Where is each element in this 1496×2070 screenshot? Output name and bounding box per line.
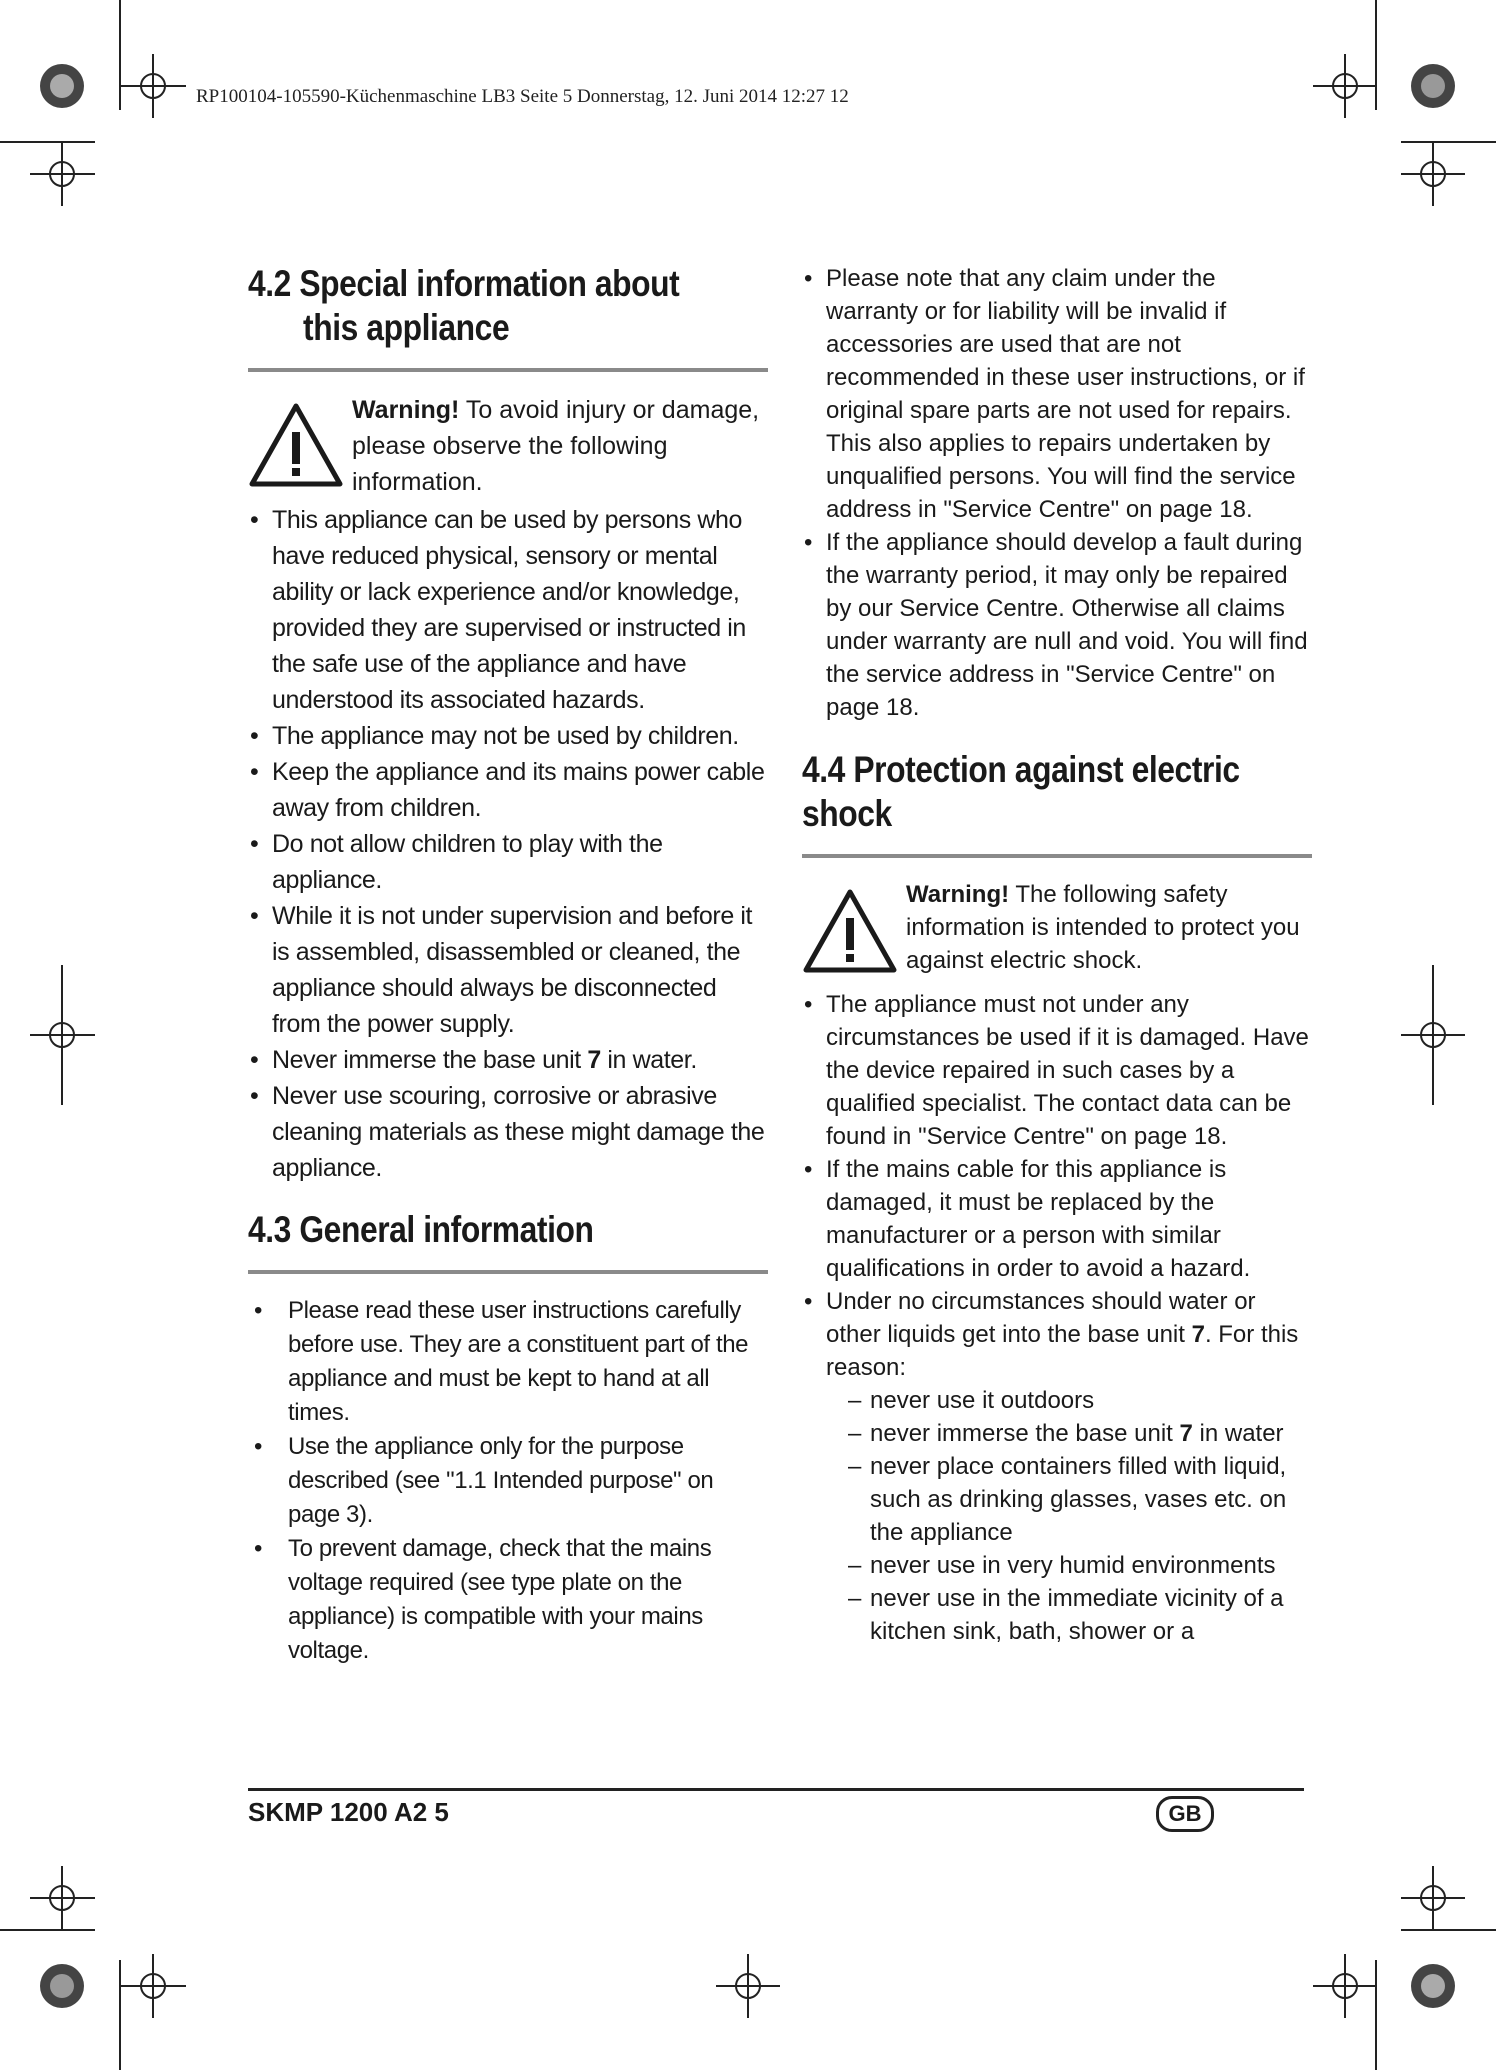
warranty-list [802, 262, 1312, 724]
list-item: • The appliance may not be used by children. [250, 722, 739, 750]
warning-text: To avoid injury or damage, please observe the following information. [352, 396, 760, 496]
crosshair-icon [1313, 1954, 1377, 2018]
warning-block [248, 392, 768, 502]
crosshair-icon [1401, 1866, 1465, 1930]
safety-list [248, 502, 768, 1186]
general-list [248, 1294, 768, 1668]
dash-item: – never use in very humid environments [848, 1552, 1276, 1579]
warning-block [802, 878, 1312, 988]
dash-item: – never immerse the base unit 7 in water [848, 1420, 1284, 1447]
list-item: • Never immerse the base unit 7 in water. [250, 1046, 697, 1074]
warning-triangle-icon [802, 888, 898, 974]
starburst-icon [40, 1964, 84, 2008]
crosshair-icon [30, 965, 95, 1105]
crosshair-icon [1401, 142, 1465, 206]
crosshair-icon [1401, 965, 1465, 1105]
list-item: • Please read these user instructions carefully before use. They are a constituent part of the appliance and must be kept to hand at all times. [254, 1297, 749, 1426]
starburst-icon [1411, 1964, 1455, 2008]
footer-rule [248, 1788, 1304, 1791]
list-item: • Use the appliance only for the purpose described (see "1.1 Intended purpose" on page 3). [254, 1433, 714, 1528]
section-rule [248, 1270, 768, 1274]
crosshair-icon [121, 1954, 186, 2018]
list-item: • Under no circumstances should water or other liquids get into the base unit 7. For this reason: – never use it outdoors – never immerse the base unit 7 in water – never place containers filled with liquid, such as drinking glasses, vases etc. on the appliance – never use in very humid environments – never use in the immediate vicinity of a kitchen sink, bath, shower or a [802, 1285, 1312, 1648]
right-column [802, 262, 1312, 1648]
crosshair-icon [121, 54, 186, 118]
left-column [248, 262, 768, 1668]
warning-text: The following safety information is intended to protect you against electric shock. [906, 881, 1300, 974]
dash-item: – never place containers filled with liquid, such as drinking glasses, vases etc. on the appliance [848, 1453, 1287, 1546]
list-item: • While it is not under supervision and before it is assembled, disassembled or cleaned, the appliance should always be disconnected from the power supply. [250, 902, 753, 1038]
list-item: • If the appliance should develop a fault during the warranty period, it may only be repaired by our Service Centre. Otherwise all claims under warranty are null and void. You will find the service address in "Service Centre" on page 18. [804, 529, 1308, 721]
dash-item: – never use it outdoors [848, 1387, 1095, 1414]
list-item: • To prevent damage, check that the mains voltage required (see type plate on the appliance) is compatible with your mains voltage. [254, 1535, 712, 1664]
crosshair-icon [716, 1954, 780, 2018]
list-item: • Do not allow children to play with the appliance. [250, 830, 663, 894]
section-rule [248, 368, 768, 372]
starburst-icon [40, 64, 84, 108]
warning-label: Warning! [906, 881, 1010, 908]
country-badge: GB [1156, 1796, 1214, 1832]
list-item: • If the mains cable for this appliance is damaged, it must be replaced by the manufacturer or a person with similar qualifications in order to avoid a hazard. [804, 1156, 1251, 1282]
heading-line-2: this appliance [303, 307, 510, 348]
starburst-icon [1411, 64, 1455, 108]
dash-list [826, 1384, 1312, 1648]
list-item: • Keep the appliance and its mains power cable away from children. [250, 758, 765, 822]
crosshair-icon [30, 142, 95, 206]
warning-triangle-icon [248, 402, 344, 488]
warning-label: Warning! [352, 396, 460, 424]
shock-list [802, 988, 1312, 1648]
heading-line-1: 4.2 Special information about [248, 263, 680, 304]
print-header: RP100104-105590-Küchenmaschine LB3 Seite 5 Donnerstag, 12. Juni 2014 12:27 12 [196, 86, 849, 107]
section-heading-4-4: 4.4 Protection against electric shock [802, 749, 1240, 834]
section-heading-4-3: 4.3 General information [248, 1209, 594, 1250]
crosshair-icon [30, 1866, 95, 1930]
list-item: • Never use scouring, corrosive or abrasive cleaning materials as these might damage the appliance. [250, 1082, 765, 1182]
section-rule [802, 854, 1312, 858]
dash-item: – never use in the immediate vicinity of a kitchen sink, bath, shower or a [848, 1585, 1284, 1645]
section-heading-4-2 [248, 262, 695, 350]
footer-model: SKMP 1200 A2 5 [248, 1797, 449, 1827]
list-item: • The appliance must not under any circumstances be used if it is damaged. Have the device repaired in such cases by a qualified specialist. The contact data can be found in "Service Centre" on page 18. [804, 991, 1309, 1150]
list-item: • Please note that any claim under the warranty or for liability will be invalid if accessories are used that are not recommended in these user instructions, or if original spare parts are not used for repairs. This also applies to repairs undertaken by unqualified persons. You will find the service address in "Service Centre" on page 18. [804, 265, 1305, 523]
list-item: • This appliance can be used by persons who have reduced physical, sensory or mental ability or lack experience and/or knowledge, provided they are supervised or instructed in the safe use of the appliance and have understood its associated hazards. [250, 506, 746, 714]
crosshair-icon [1313, 54, 1377, 118]
